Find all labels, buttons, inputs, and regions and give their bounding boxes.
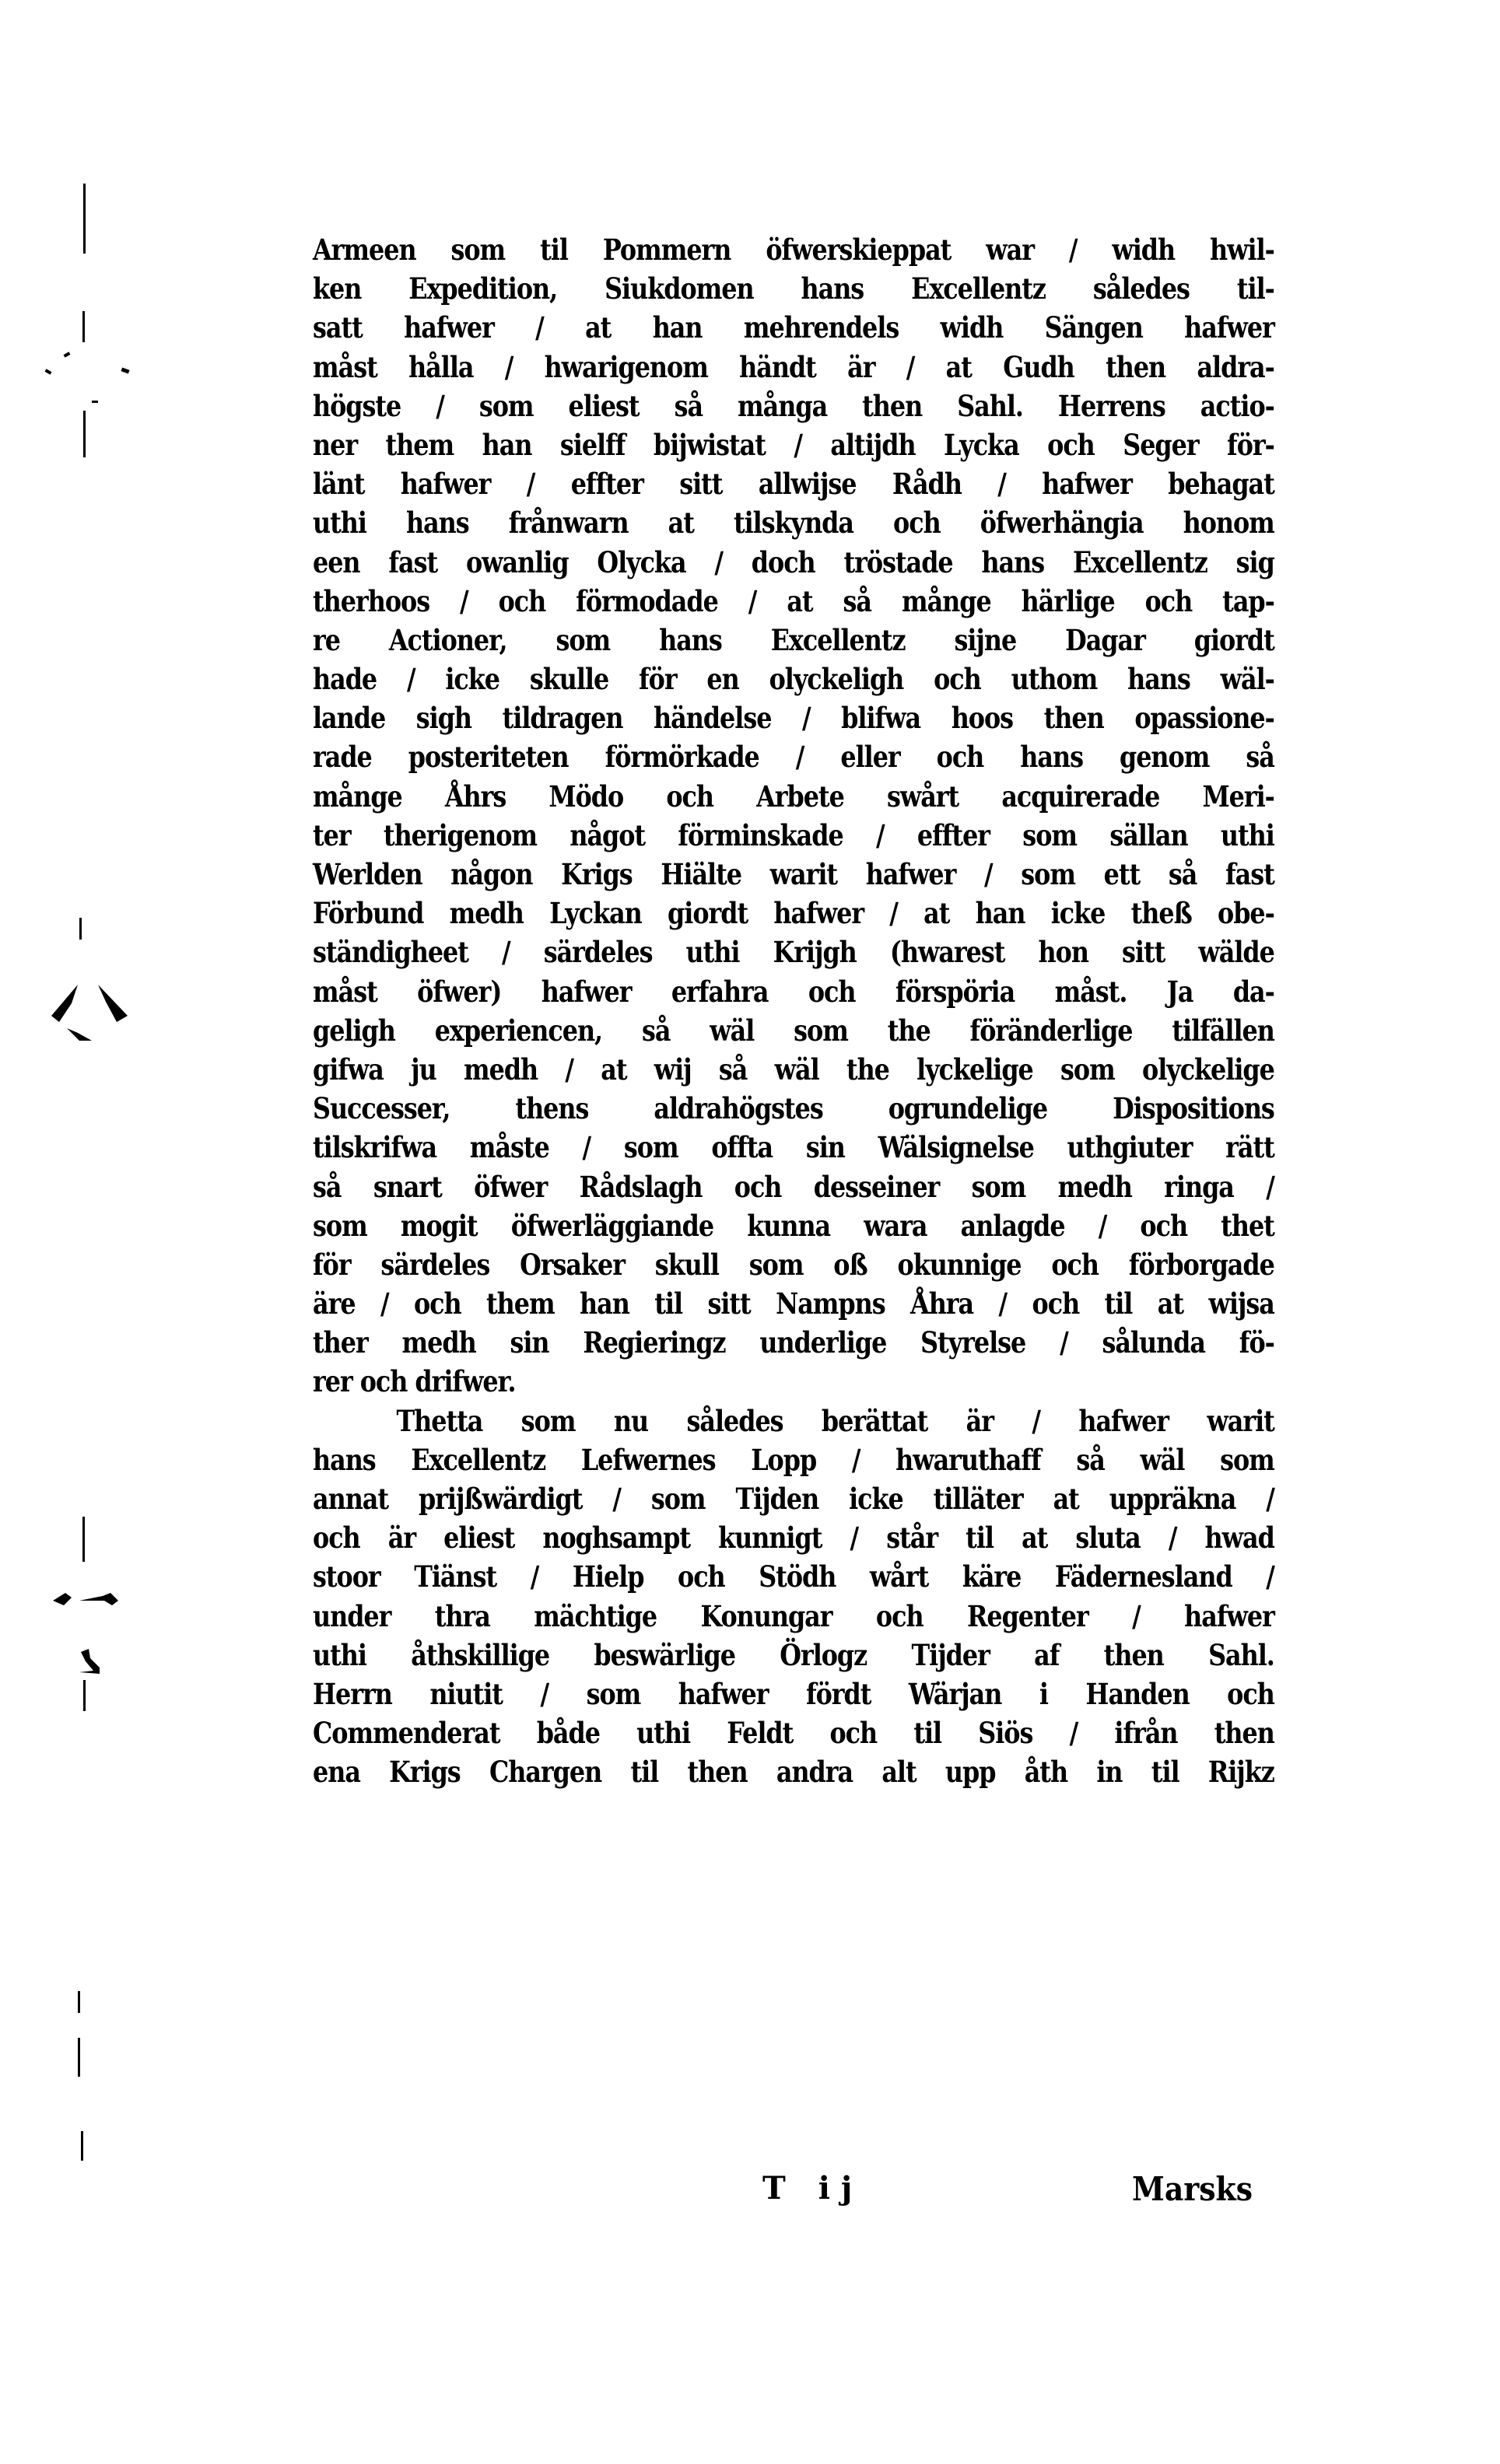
text-line: uthi åthskillige beswärlige Örlogz Tijder af then Sahl. bbox=[313, 1637, 1274, 1672]
margin-rule-mark bbox=[81, 2131, 83, 2161]
text-line: måst öfwer) hafwer erfahra och förspöria måst. Ja da- bbox=[313, 974, 1274, 1009]
margin-diamond-ornament-icon bbox=[40, 982, 137, 1044]
text-line: Commenderat både uthi Feldt och til Siös / ifrån then bbox=[313, 1716, 1274, 1751]
margin-rule-mark bbox=[78, 2038, 80, 2077]
text-line: een fast owanlig Olycka / doch tröstade hans Excellentz sig bbox=[313, 544, 1274, 579]
text-line: therhoos / och förmodade / at så månge härlige och tap- bbox=[313, 583, 1274, 618]
text-line: ther medh sin Regieringz underlige Styrelse / sålunda fö- bbox=[313, 1325, 1274, 1360]
margin-rule-mark bbox=[82, 311, 85, 342]
text-line: Successer, thens aldrahögstes ogrundelige Dispositions bbox=[313, 1091, 1274, 1126]
text-line: äre / och them han til sitt Nampns Åhra / och til at wijsa bbox=[313, 1286, 1274, 1321]
text-line: Herrn niutit / som hafwer fördt Wärjan i Handen och bbox=[313, 1676, 1274, 1711]
text-line: ena Krigs Chargen til then andra alt upp åth in til Rijkz bbox=[313, 1755, 1274, 1790]
margin-ornament-mark bbox=[45, 369, 52, 374]
margin-ornament-mark bbox=[92, 401, 98, 403]
text-line: ner them han sielff bijwistat / altijdh Lycka och Seger för- bbox=[313, 427, 1274, 462]
left-margin-scan-artifacts bbox=[0, 0, 187, 2464]
body-text bbox=[313, 230, 1274, 1792]
text-line: Armeen som til Pommern öfwerskieppat war / widh hwil- bbox=[313, 233, 1274, 267]
text-line: länt hafwer / effter sitt allwijse Rådh / hafwer behagat bbox=[313, 467, 1274, 502]
text-line: ständigheet / särdeles uthi Krijgh (hwarest hon sitt wälde bbox=[313, 935, 1274, 970]
text-line: geligh experiencen, så wäl som the föränderlige tilfällen bbox=[313, 1013, 1274, 1048]
text-line: högste / som eliest så många then Sahl. Herrens actio- bbox=[313, 388, 1274, 423]
margin-ornament-mark bbox=[121, 367, 129, 373]
text-line: tilskrifwa måste / som offta sin Wälsignelse uthgiuter rätt bbox=[313, 1130, 1274, 1165]
text-line: lande sigh tildragen händelse / blifwa hoos then opassione- bbox=[313, 701, 1274, 736]
text-line: ter therigenom något förminskade / effter som sällan uthi bbox=[313, 817, 1274, 852]
text-line: Werlden någon Krigs Hiälte warit hafwer / som ett så fast bbox=[313, 857, 1274, 891]
paragraph-start-line: Thetta som nu således berättat är / hafwer warit bbox=[396, 1403, 1274, 1438]
text-line: under thra mächtige Konungar och Regenter / hafwer bbox=[313, 1598, 1274, 1633]
text-line: ken Expedition, Siukdomen hans Excellentz således til- bbox=[313, 271, 1274, 306]
text-line: Förbund medh Lyckan giordt hafwer / at han icke theß obe- bbox=[313, 896, 1274, 931]
text-line: som mogit öfwerläggiande kunna wara anlagde / och thet bbox=[313, 1208, 1274, 1243]
margin-arrow-ornament-icon bbox=[48, 1584, 126, 1615]
text-line: re Actioner, som hans Excellentz sijne Dagar giordt bbox=[313, 622, 1274, 657]
margin-rule-mark bbox=[83, 1680, 86, 1711]
signature-mark: T ij bbox=[762, 2170, 864, 2207]
text-line: måst hålla / hwarigenom händt är / at Gudh then aldra- bbox=[313, 349, 1274, 384]
margin-rule-mark bbox=[83, 184, 86, 254]
text-line: hade / icke skulle för en olyckeligh och uthom hans wäl- bbox=[313, 662, 1274, 697]
text-line: månge Åhrs Mödo och Arbete swårt acquirerade Meri- bbox=[313, 779, 1274, 814]
catchword: Marsks bbox=[1132, 2170, 1253, 2208]
text-line: gifwa ju medh / at wij så wäl the lyckelige som olyckelige bbox=[313, 1052, 1274, 1087]
text-line: och är eliest noghsampt kunnigt / står til at sluta / hwad bbox=[313, 1521, 1274, 1556]
text-line: satt hafwer / at han mehrendels widh Sängen hafwer bbox=[313, 310, 1274, 345]
paragraph-end-line: rer och drifwer. bbox=[313, 1364, 516, 1399]
margin-rule-mark bbox=[79, 918, 82, 940]
text-line: uthi hans frånwarn at tilskynda och öfwerhängia honom bbox=[313, 506, 1274, 541]
margin-rule-mark bbox=[83, 411, 86, 457]
margin-hook-ornament-icon bbox=[76, 1647, 107, 1675]
text-line: rade posteriteten förmörkade / eller och hans genom så bbox=[313, 740, 1274, 775]
margin-rule-mark bbox=[82, 1517, 85, 1562]
margin-rule-mark bbox=[78, 1991, 80, 2013]
margin-ornament-mark bbox=[64, 352, 71, 357]
text-line: så snart öfwer Rådslagh och desseiner som medh ringa / bbox=[313, 1169, 1274, 1204]
text-line: stoor Tiänst / Hielp och Stödh wårt käre Fädernesland / bbox=[313, 1559, 1274, 1594]
text-line: hans Excellentz Lefwernes Lopp / hwaruthaff så wäl som bbox=[313, 1442, 1274, 1477]
text-line: annat prijßwärdigt / som Tijden icke tilläter at uppräkna / bbox=[313, 1482, 1274, 1516]
text-line: för särdeles Orsaker skull som oß okunnige och förborgade bbox=[313, 1247, 1274, 1282]
